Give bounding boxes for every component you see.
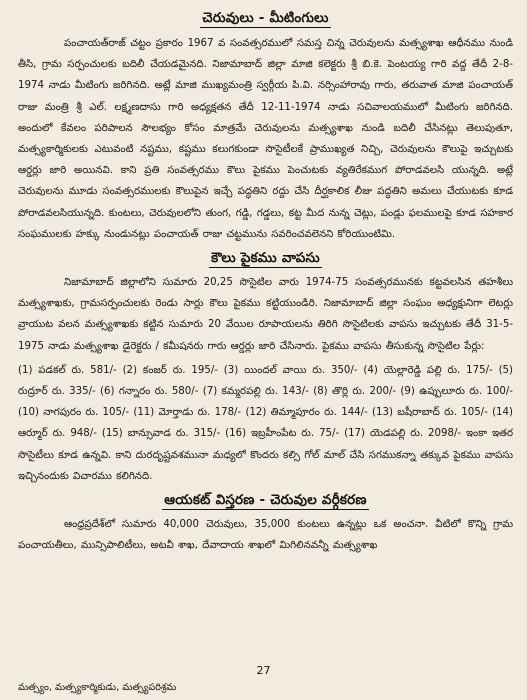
paragraph-society-list: (1) పడకల్ రు. 581/- (2) కంజర్ రు. 195/- (3) యిందల్ వాయి రు. 350/- (4) యెల్లారెడ్డి పల్లి రు. 175/- (5) రుద్రూర్ రు. 335/- (6) గన్నారం రు. 580/- (7) కమ్మరపల్లి రు. 143/- (8) తొర్లి రు. 200/- (9) ఉప్పులూరు రు. 100/- (10) నాగపురం రు. 105/- (11) మోర్తాడు రు. 178/- (12) తిమ్మాపూరం రు. 144/- (13) బషీరాబాద్ రు. 105/- (14) ఆర్మూర్ రు. 948/- (15) బాన్సువాడ రు. 315/- (16) ఇబ్రహీంపేట రు. 75/- (17) యెడపల్లి రు. 2098/- ఇంకా ఇతర సొసైటీలు కూడ ఉన్నవి. కాని దురదృష్టవశమునా మధ్యలో కొందరు కల్సి గోల్ మాల్ చేసి సగముకన్నా తక్కువ పైకము వాపసు ఇచ్చినందుకు విచారము కలిగినది. [18, 364, 513, 482]
paragraph-ayacut: ఆంధ్రప్రదేశ్‌లో సుమారు 40,000 చెరువులు, 35,000 కుంటలు ఉన్నట్లు ఒక అంచనా. వీటిలో కొన్ని గ్రామ పంచాయతీలు, మున్సిపాలిటీలు, అటవీ శాఖ, దేవాదాయ శాఖలో మిగిలినవన్నీ మత్స్యశాఖ [18, 519, 513, 552]
section-heading-lease-refund: కౌలు పైకము వాపసు [211, 250, 320, 267]
paragraph-lease-refund: నిజామాబాద్ జిల్లాలోని సుమారు 20,25 సొసైటిల వారు 1974-75 సంవత్సరమునకు కట్టవలసిన తహశీలు మత్స్యశాఖకు, గ్రామసర్పంచులకు రెండు సార్లు కౌలు పైకము కట్టియుండిరి. నిజామాబాద్ జిల్లా సంఘం అధ్యక్షునిగా లెటర్లు వ్రాయుట వలన మత్స్యశాఖకు కట్టిన సుమారు 20 వేయిల రూపాయలను తిరిగి సొసైటిలకు వాపసు ఇచ్చుటకు తేదీ 31-5-1975 నాడు మత్స్యశాఖ డైరెక్టరు / కమీషనరు గారు ఆర్డర్లు జారి చేసినారు. పైకము వాపసు తీసుకున్న సొసైటిల పేర్లు: [18, 277, 513, 352]
page-number: 27 [256, 664, 271, 677]
footer-text: మత్స్యం, మత్స్యకార్మికుడు, మత్స్యపరిశ్రమ [18, 682, 177, 693]
section-heading-tanks-meetings: చెరువులు - మీటింగులు [202, 10, 329, 26]
paragraph-tanks-meetings: పంచాయత్‌రాజ్ చట్టం ప్రకారం 1967 వ సంవత్సరములో సమస్త చిన్న చెరువులను మత్స్యశాఖ ఆధీనము నుండి తీసి, గ్రామ సర్పంచులకు బదిలీ చేయడమైనది. నిజామాబాద్ జిల్లా మాజి కలెక్టరు శ్రీ బి.కె. పెంటయ్య గారి వద్ద తేదీ 2-8-1974 నాడు మీటింగు జరిగినది. అట్లే మాజి ముఖ్యమంత్రి స్వర్గీయ పి.వి. నర్సింహారావు గారు, తరువాత మాజి పంచాయత్ రాజు మంత్రి శ్రీ ఎల్. లక్ష్మణదాసు గారి అధ్యక్షతన తేదీ 12-11-1974 నాడు సచివాలయములో మీటింగు జరిగినది. అందులో కేవలం పరిపాలన సౌలభ్యం కోసం మాత్రమే చెరువులను మత్స్యశాఖ నుండి బదిలీ చేసినట్లు తెలుపుతూ, మత్స్యకార్మికులకు ఎటువంటి నష్టము, కష్టము కలుగకుండా సొసైటీలకే ప్రాముఖ్యత నిచ్చి, చెరువులను కౌలుపై ఇచ్చుటకు ఆర్డర్లు జారి అయినవి. కాని ప్రతి సంవత్సరము కౌలు పైకము పెంచుటకు వ్యతిరేకముగ పోరాడవలసి యున్నది. అట్లే చెరువులను మూడు సంవత్సరములకు కౌలుపైన ఇచ్చే పద్ధతిని రద్దు చేసి దీర్ఘకాలిక లీజు పద్ధతిని అమలు చేయుటకు కూడ పోరాడవలసియున్నది. కుంటలు, చెరువులలోని తుంగ, గడ్డి, గడ్డలు, కట్ట మీద నున్న చెట్లు, పండ్లు ఫలములపై కూడ సహకార సంఘములకు హక్కు నుండునట్లు పంచాయత్ రాజు చట్టమును సవరించవలెనని కోరియుంటిమి. [18, 38, 513, 240]
section-heading-ayacut-classification: ఆయకట్ విస్తరణ - చెరువుల వర్గీకరణ [164, 492, 367, 509]
